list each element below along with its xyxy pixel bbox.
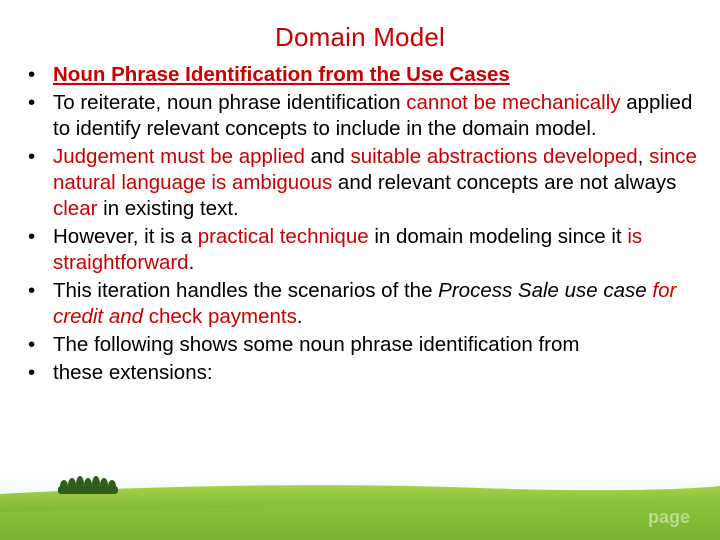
bullet-text-segment: clear [53, 197, 98, 220]
bullet-item [24, 90, 704, 142]
bullet-item [24, 278, 704, 330]
bullet-text-segment: these extensions: [53, 361, 213, 384]
slide-title: Domain Model [274, 22, 446, 52]
bullet-text-segment: The following shows some noun phrase identification from [53, 333, 580, 356]
bullet-text-segment: . [296, 305, 303, 328]
bullet-text-segment: and [304, 145, 351, 168]
grass-footer-decoration [0, 472, 720, 540]
page-label: page [647, 507, 690, 527]
bullet-text-segment: and relevant concepts are not always [332, 171, 677, 194]
bullet-text-segment: This iteration handles the scenarios of the [53, 279, 439, 302]
bullet-text-segment: suitable abstractions developed [350, 145, 638, 168]
bullet-text-segment: Noun Phrase Identification from the Use Cases [53, 63, 510, 86]
bullet-text-segment: in existing text. [97, 197, 239, 220]
bullet-text-segment: practical technique [197, 225, 369, 248]
bullet-text-segment: . [188, 251, 195, 274]
bullet-item [24, 62, 704, 88]
bullet-text-segment: Judgement must be applied [53, 145, 305, 168]
bullet-text-segment: since natural language is ambiguous [53, 145, 697, 194]
bullet-text-segment: applied to identify relevant concepts to include in the domain model. [53, 91, 693, 140]
bullet-item [24, 332, 704, 358]
bullet-text-segment: However, it is a [53, 225, 198, 248]
bullet-item [24, 360, 704, 386]
bullet-text-segment: check payments [148, 305, 297, 328]
bullet-text-segment: cannot be mechanically [406, 91, 621, 114]
bullet-text-segment: is straightforward [53, 225, 643, 274]
bullet-item [24, 224, 704, 276]
bullet-text-segment: Process Sale use case [438, 279, 647, 302]
bullet-text-segment: To reiterate, noun phrase identification [53, 91, 407, 114]
bullet-text-segment: in domain modeling since it [368, 225, 628, 248]
bullet-list [24, 62, 704, 388]
bullet-item [24, 144, 704, 222]
bullet-text-segment: , [637, 145, 650, 168]
bullet-text-segment: for credit and [53, 279, 677, 328]
